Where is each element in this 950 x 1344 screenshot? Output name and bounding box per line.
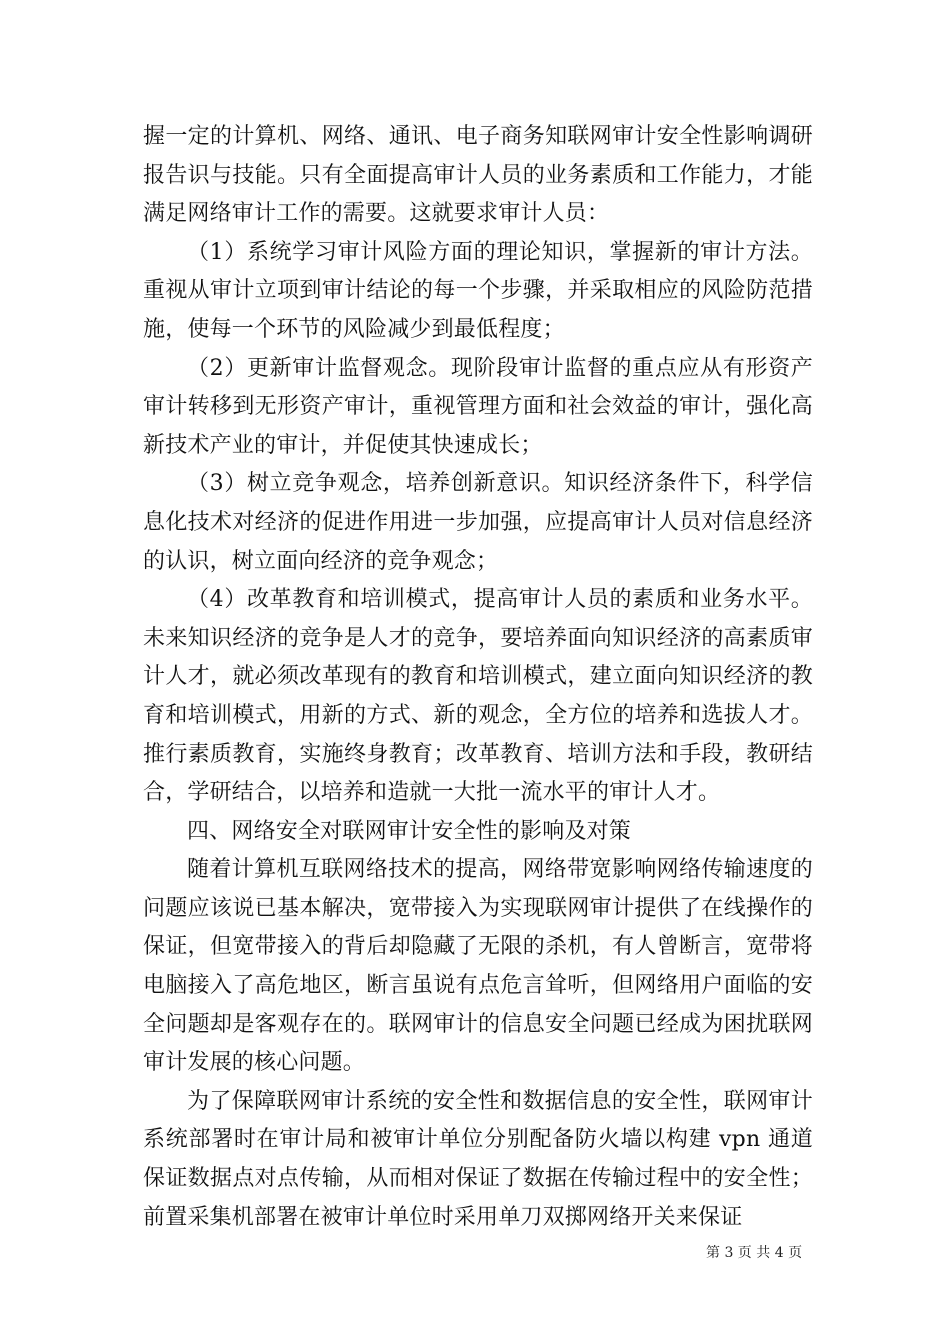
paragraph-item-1: （1）系统学习审计风险方面的理论知识，掌握新的审计方法。重视从审计立项到审计结论的每一个步骤，并采取相应的风险防范措施，使每一个环节的风险减少到最低程度；: [143, 239, 813, 342]
paragraph-item-3: （3）树立竞争观念，培养创新意识。知识经济条件下，科学信息化技术对经济的促进作用进一步加强，应提高审计人员对信息经济的认识，树立面向经济的竞争观念；: [143, 471, 813, 574]
document-body: [143, 118, 813, 1237]
paragraph-item-4: （4）改革教育和培训模式，提高审计人员的素质和业务水平。未来知识经济的竞争是人才的竞争，要培养面向知识经济的高素质审计人才，就必须改革现有的教育和培训模式，建立面向知识经济的教育和培训模式，用新的方式、新的观念，全方位的培养和选拔人才。推行素质教育，实施终身教育；改革教育、培训方法和手段，教研结合，学研结合，以培养和造就一大批一流水平的审计人才。: [143, 587, 813, 806]
paragraph-continuation: 握一定的计算机、网络、通讯、电子商务知联网审计安全性影响调研报告识与技能。只有全面提高审计人员的业务素质和工作能力，才能满足网络审计工作的需要。这就要求审计人员：: [143, 124, 813, 227]
paragraph-item-2: （2）更新审计监督观念。现阶段审计监督的重点应从有形资产审计转移到无形资产审计，重视管理方面和社会效益的审计，强化高新技术产业的审计，并促使其快速成长；: [143, 355, 813, 458]
section-heading: 四、网络安全对联网审计安全性的影响及对策: [187, 818, 632, 844]
page-number-footer: 第 3 页 共 4 页: [706, 1245, 803, 1261]
paragraph-network-bandwidth: 随着计算机互联网络技术的提高，网络带宽影响网络传输速度的问题应该说已基本解决，宽带接入为实现联网审计提供了在线操作的保证，但宽带接入的背后却隐藏了无限的杀机，有人曾断言，宽带将电脑接入了高危地区，断言虽说有点危言耸听，但网络用户面临的安全问题却是客观存在的。联网审计的信息安全问题已经成为困扰联网审计发展的核心问题。: [143, 857, 813, 1076]
paragraph-security-measures: 为了保障联网审计系统的安全性和数据信息的安全性，联网审计系统部署时在审计局和被审计单位分别配备防火墙以构建 vpn 通道保证数据点对点传输，从而相对保证了数据在传输过程中的安全性；前置采集机部署在被审计单位时采用单刀双掷网络开关来保证: [143, 1088, 813, 1230]
